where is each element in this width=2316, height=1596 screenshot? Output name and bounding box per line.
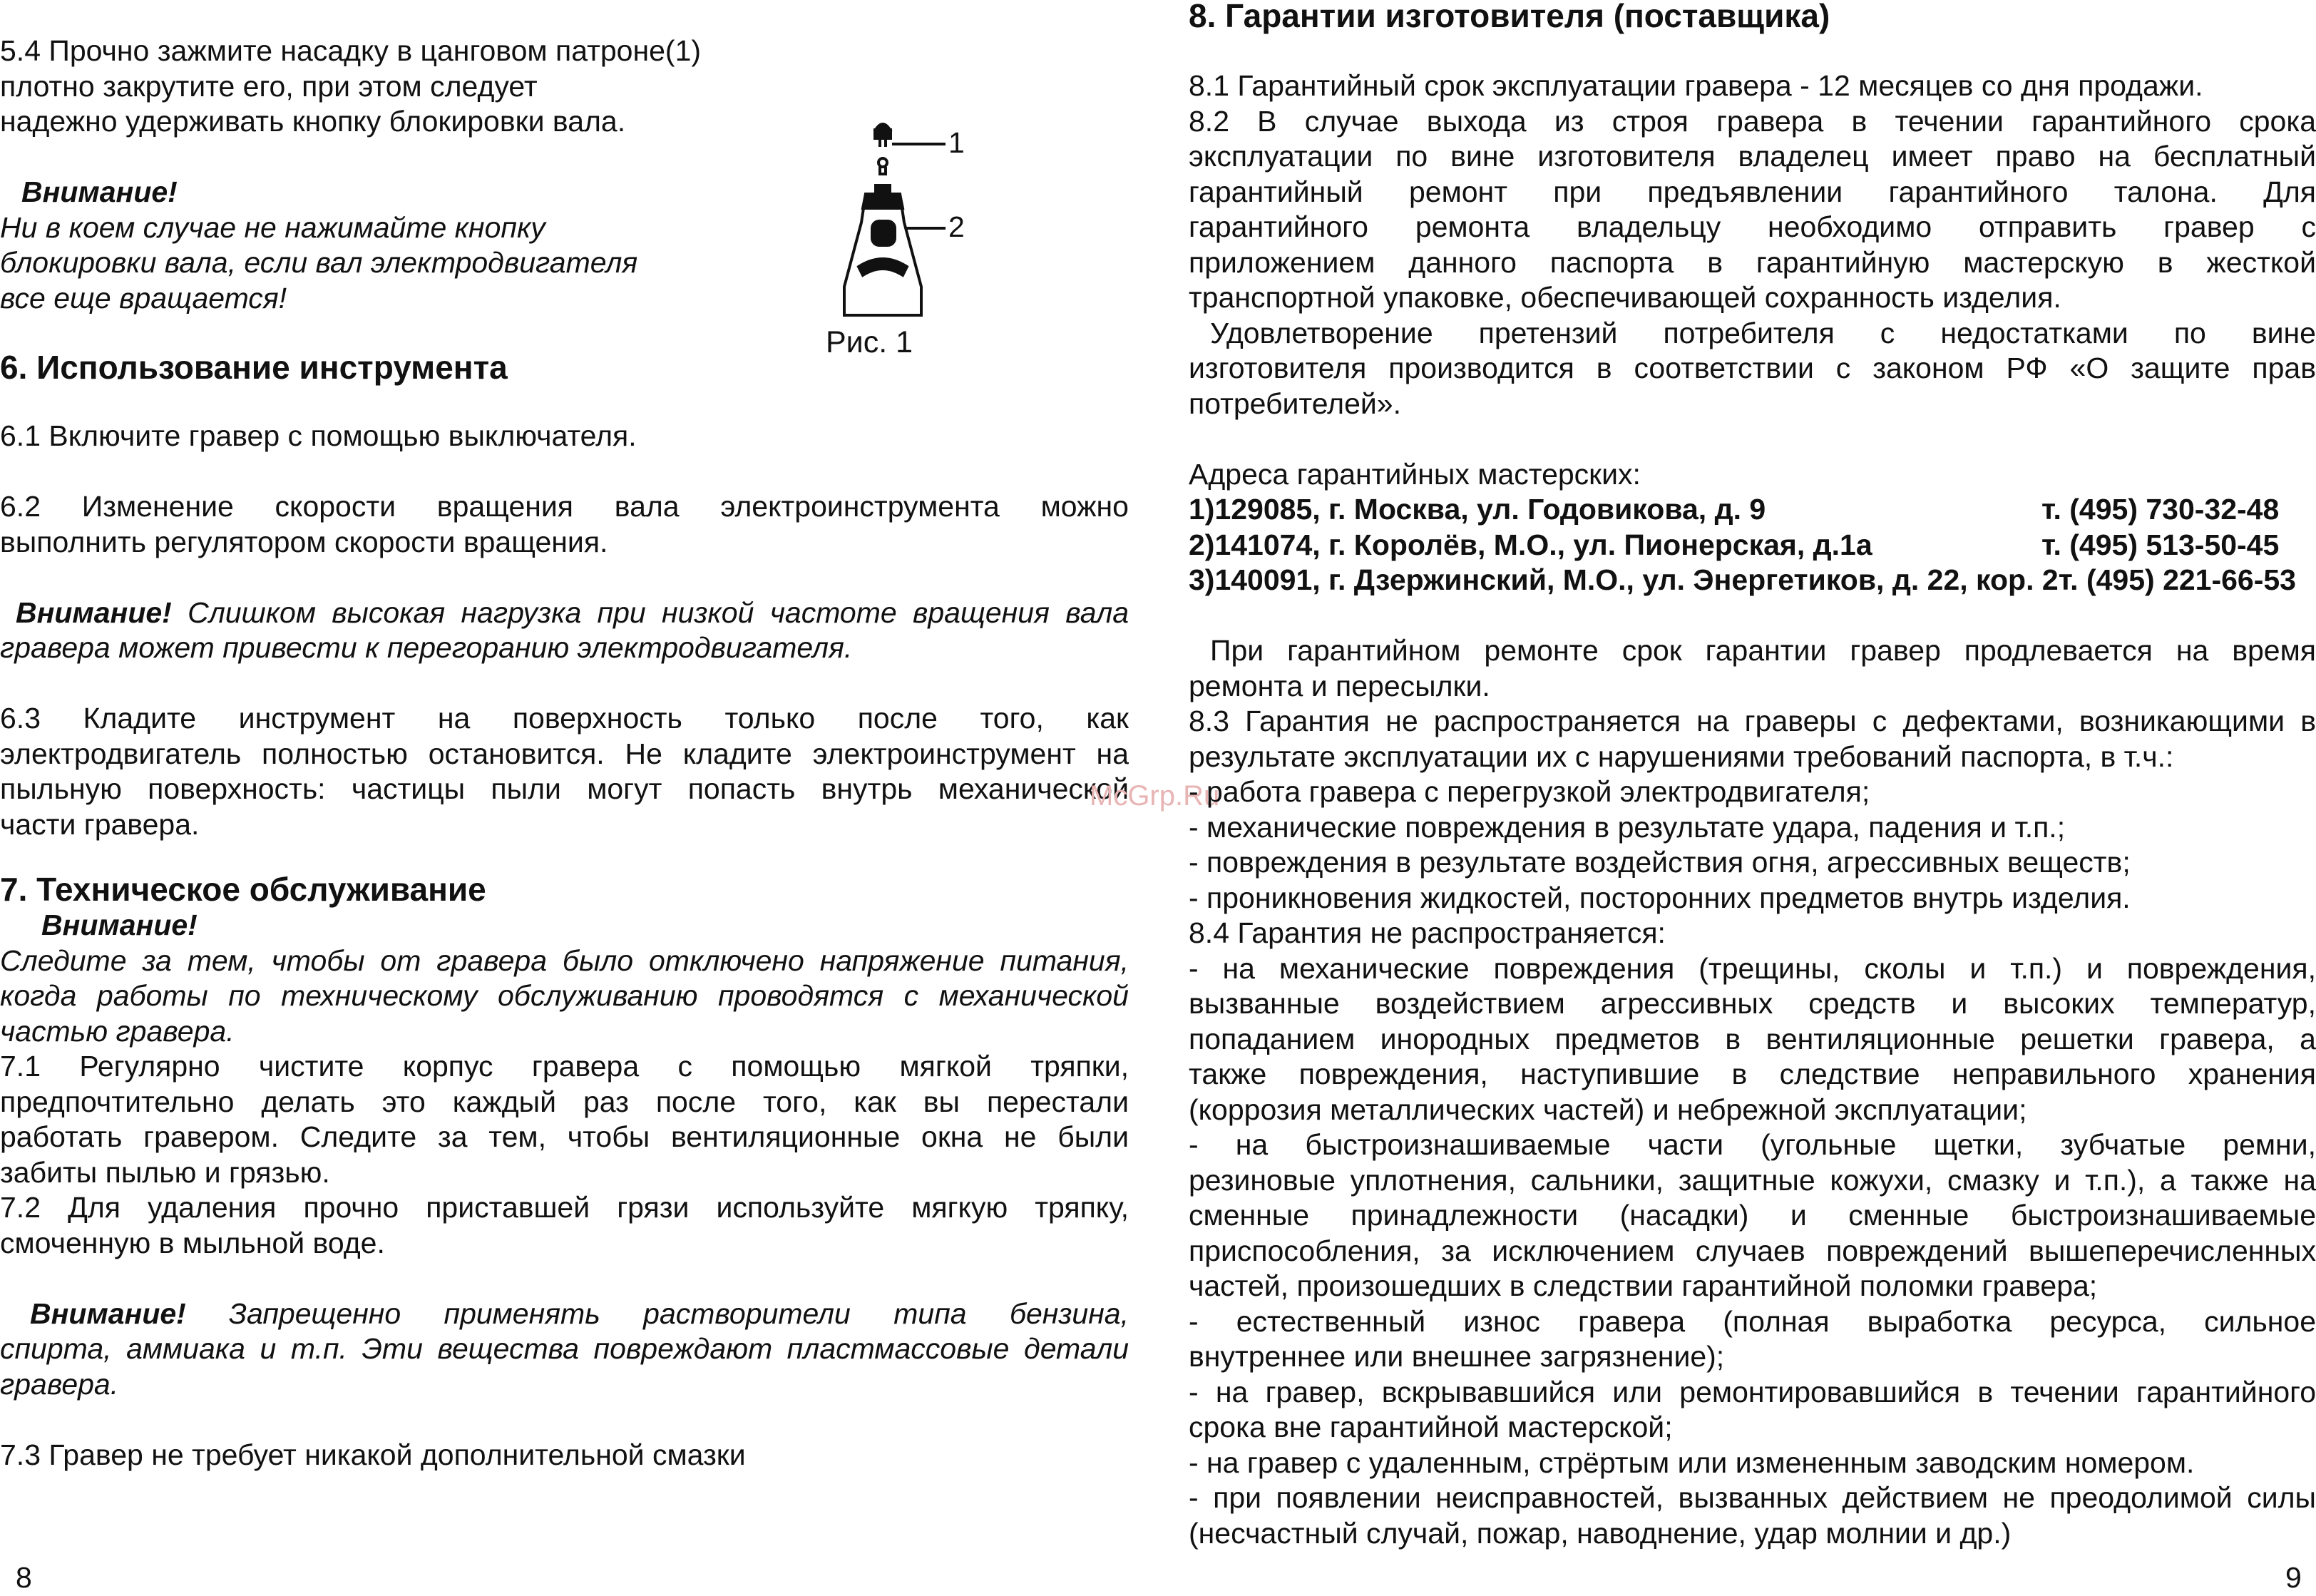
para-8-4-mechanical: - на механические повреждения (трещины, сколы и т.п.) и повреждения, вызванные воздействием агрессивных средств и высоких температур, попаданием инородных предметов в вентиляционные решетки гравера, а также повреждения, наступившие в следствие неправильного хранения (коррозия металлических частей) и небрежной эксплуатации;	[1189, 951, 2316, 1126]
warning-power-off: Внимание! Следите за тем, чтобы от гравера было отключено напряжение питания, когда работы по техническому обслуживанию проводятся с механической частью гравера.	[0, 909, 1129, 1048]
warning-overload: Внимание! Слишком высокая нагрузка при низкой частоте вращения вала гравера может привести к перегоранию электродвигателя.	[0, 595, 1129, 664]
para-8-2: 8.2 В случае выхода из строя гравера в течении гарантийного срока эксплуатации по вине изготовителя владелец имеет право на бесплатный гарантийный ремонт при предъявлении гарантийного талона. Для гарантийного ремонта владельцу необходимо отправить гравер с приложением данного паспорта в гарантийную мастерскую в жесткой транспортной упаковке, обеспечивающей сохранность изделия.	[1189, 104, 2316, 314]
para-7-1: 7.1 Регулярно чистите корпус гравера с помощью мягкой тряпки, предпочтительно делать это каждый раз после того, как вы перестали работать гравером. Следите за тем, чтобы вентиляционные окна не были забиты пылью и грязью.	[0, 1050, 1129, 1189]
address-row: 1)129085, г. Москва, ул. Годовикова, д. 9 т. (495) 730-32-48	[1189, 493, 2280, 526]
para-7-2: 7.2 Для удаления прочно приставшей грязи используйте мягкую тряпку, смоченную в мыльной воде.	[0, 1191, 1129, 1259]
para-claims: Удовлетворение претензий потребителя с недостатками по вине изготовителя производится в соответствии с законом РФ «О защите прав потребителей».	[1189, 316, 2316, 420]
figure-caption: Рис. 1	[826, 325, 913, 359]
right-page	[1189, 0, 2316, 1551]
section-7-heading: 7. Техническое обслуживание	[0, 871, 486, 908]
warning-solvents: Внимание! Запрещенно применять растворители типа бензина, спирта, аммиака и т.п. Эти вещества повреждают пластмассовые детали гравера.	[0, 1296, 1129, 1401]
para-6-1: 6.1 Включите гравер с помощью выключателя.	[0, 419, 637, 452]
figure-label-2: 2	[948, 210, 965, 243]
warning-title: Внимание!	[41, 909, 198, 941]
addresses-title: Адреса гарантийных мастерских:	[1189, 457, 1641, 491]
para-8-4-title: 8.4 Гарантия не распространяется:	[1189, 916, 1666, 949]
warning-title: Внимание!	[30, 1296, 186, 1330]
warning-title: Внимание!	[16, 595, 172, 629]
para-7-3: 7.3 Гравер не требует никакой дополнительной смазки	[0, 1438, 746, 1471]
para-6-3: 6.3 Кладите инструмент на поверхность только после того, как электродвигатель полностью остановится. Не кладите электроинструмент на пыльную поверхность: частицы пыли могут попасть внутрь механической части гравера.	[0, 702, 1129, 841]
figure-label-1: 1	[948, 126, 965, 159]
address-row: 3)140091, г. Дзержинский, М.О., ул. Энергетиков, д. 22, кор. 2 т. (495) 221-66-53	[1189, 563, 2296, 596]
para-8-4-opened: - на гравер, вскрывавшийся или ремонтировавшийся в течении гарантийного срока вне гарантийной мастерской;	[1189, 1375, 2316, 1443]
section-8-heading: 8. Гарантии изготовителя (поставщика)	[1189, 0, 1830, 34]
para-8-4-force-majeure: - при появлении неисправностей, вызванных действием не преодолимой силы (несчастный случай, пожар, наводнение, удар молнии и др.)	[1189, 1481, 2316, 1550]
watermark: McGrp.Ru	[1090, 780, 1220, 812]
para-6-2: 6.2 Изменение скорости вращения вала электроинструмента можно выполнить регулятором скорости вращения.	[0, 490, 1129, 558]
para-8-4-wear-parts: - на быстроизнашиваемые части (угольные щетки, зубчатые ремни, резиновые уплотнения, сальники, защитные кожухи, смазку и т.п.), а также на сменные принадлежности (насадки) и сменные быстроизнашиваемые приспособления, за исключением случаев повреждений вышеперечисленных частей, произошедших в следствии гарантийной поломки гравера;	[1189, 1128, 2316, 1302]
page-number-left: 8	[16, 1561, 32, 1594]
para-8-4-serial: - на гравер с удаленным, стрёртым или измененным заводским номером.	[1189, 1446, 2195, 1479]
para-8-4-natural-wear: - естественный износ гравера (полная выработка ресурса, сильное внутреннее или внешнее загрязнение);	[1189, 1304, 2316, 1373]
para-warranty-extension: При гарантийном ремонте срок гарантии гравер продлевается на время ремонта и пересылки.	[1189, 634, 2316, 702]
address-row: 2)141074, г. Королёв, М.О., ул. Пионерская, д.1а т. (495) 513-50-45	[1189, 528, 2280, 561]
para-8-1: 8.1 Гарантийный срок эксплуатации гравера - 12 месяцев со дня продажи.	[1189, 69, 2203, 102]
figure-1	[806, 114, 977, 378]
para-8-3: 8.3 Гарантия не распространяется на граверы с дефектами, возникающими в результате эксплуатации их с нарушениями требований паспорта, в т.ч.: - работа гравера с перегрузкой электродвигателя; - механические повреждения в результате удара, падения и т.п.; - повреждения в результате воздействия огня, агрессивных веществ; - проникновения жидкостей, посторонних предметов внутрь изделия.	[1189, 705, 2316, 914]
para-5-4: 5.4 Прочно зажмите насадку в цанговом патроне(1) плотно закрутите его, при этом следует надежно удерживать кнопку блокировки вала.	[0, 34, 702, 138]
section-6-heading: 6. Использование инструмента	[0, 349, 508, 386]
address-list	[1189, 492, 2296, 598]
page-number-right: 9	[2285, 1561, 2302, 1594]
warning-shaft-lock: Внимание! Ни в коем случае не нажимайте кнопку блокировки вала, если вал электродвигателя все еще вращается!	[0, 175, 638, 314]
warning-title: Внимание!	[21, 175, 178, 208]
